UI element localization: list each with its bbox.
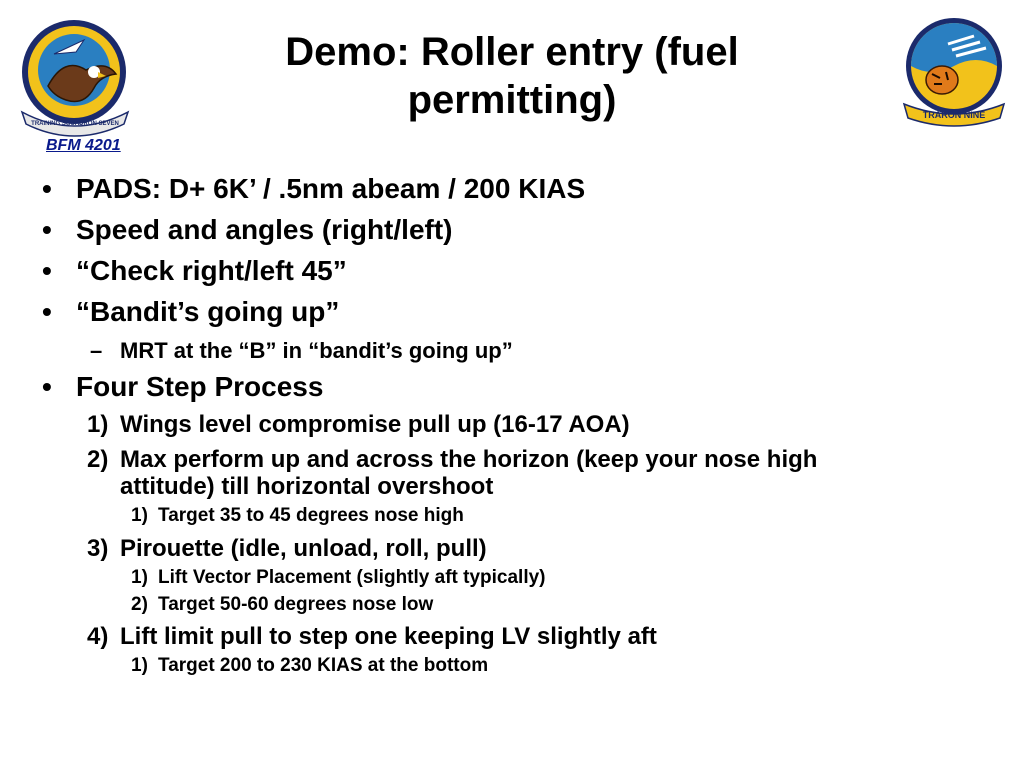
bullet-marker: • xyxy=(42,296,52,327)
substep-text: Target 35 to 45 degrees nose high xyxy=(158,505,464,526)
title-line-1: Demo: Roller entry (fuel xyxy=(285,30,739,74)
step-text: Wings level compromise pull up (16-17 AOA) xyxy=(120,411,630,438)
substep-number: 2) xyxy=(131,594,148,615)
substep-item xyxy=(131,505,464,527)
bullet-item xyxy=(42,371,324,403)
course-tag: BFM 4201 xyxy=(46,137,121,154)
bullet-marker: • xyxy=(42,173,52,204)
step-number: 2) xyxy=(87,446,109,473)
step-item xyxy=(87,623,657,651)
bullet-marker: • xyxy=(42,371,52,402)
svg-text:TRAINING SQUADRON SEVEN: TRAINING SQUADRON SEVEN xyxy=(31,121,119,127)
svg-text:TRARON NINE: TRARON NINE xyxy=(922,110,986,120)
step-number: 1) xyxy=(87,411,109,438)
bullet-item xyxy=(42,296,340,328)
step-item xyxy=(87,411,630,439)
title-line-2: permitting) xyxy=(407,78,617,122)
eagle-squadron-patch-icon xyxy=(14,16,136,140)
bullet-item xyxy=(42,173,586,205)
step-text: Pirouette (idle, unload, roll, pull) xyxy=(120,535,487,562)
bullet-text: Four Step Process xyxy=(76,371,324,402)
substep-number: 1) xyxy=(131,655,148,676)
bullet-item xyxy=(42,255,347,287)
substep-text: Target 200 to 230 KIAS at the bottom xyxy=(158,655,489,676)
substep-text: Lift Vector Placement (slightly aft typically) xyxy=(158,567,546,588)
dash-marker: – xyxy=(90,338,103,363)
substep-item xyxy=(131,567,546,589)
bullet-item xyxy=(42,214,453,246)
step-text: Lift limit pull to step one keeping LV slightly aft xyxy=(120,623,657,650)
step-item xyxy=(87,446,818,474)
bullet-text: Speed and angles (right/left) xyxy=(76,214,453,245)
step-number: 3) xyxy=(87,535,109,562)
substep-item xyxy=(131,655,489,677)
substep-number: 1) xyxy=(131,567,148,588)
bullet-text: “Bandit’s going up” xyxy=(76,296,340,327)
bullet-marker: • xyxy=(42,214,52,245)
step-continuation: attitude) till horizontal overshoot xyxy=(120,473,494,500)
tiger-squadron-patch-icon xyxy=(896,14,1010,128)
substep-item xyxy=(131,594,434,616)
step-item xyxy=(87,535,487,563)
sub-bullet-item xyxy=(90,338,513,364)
bullet-marker: • xyxy=(42,255,52,286)
step-number: 4) xyxy=(87,623,109,650)
bullet-text: “Check right/left 45” xyxy=(76,255,347,286)
bullet-text: PADS: D+ 6K’ / .5nm abeam / 200 KIAS xyxy=(76,173,586,204)
slide-title xyxy=(190,28,834,124)
substep-number: 1) xyxy=(131,505,148,526)
step-text: Max perform up and across the horizon (keep your nose high xyxy=(120,446,818,473)
sub-bullet-text: MRT at the “B” in “bandit’s going up” xyxy=(120,338,513,363)
substep-text: Target 50-60 degrees nose low xyxy=(158,594,434,615)
